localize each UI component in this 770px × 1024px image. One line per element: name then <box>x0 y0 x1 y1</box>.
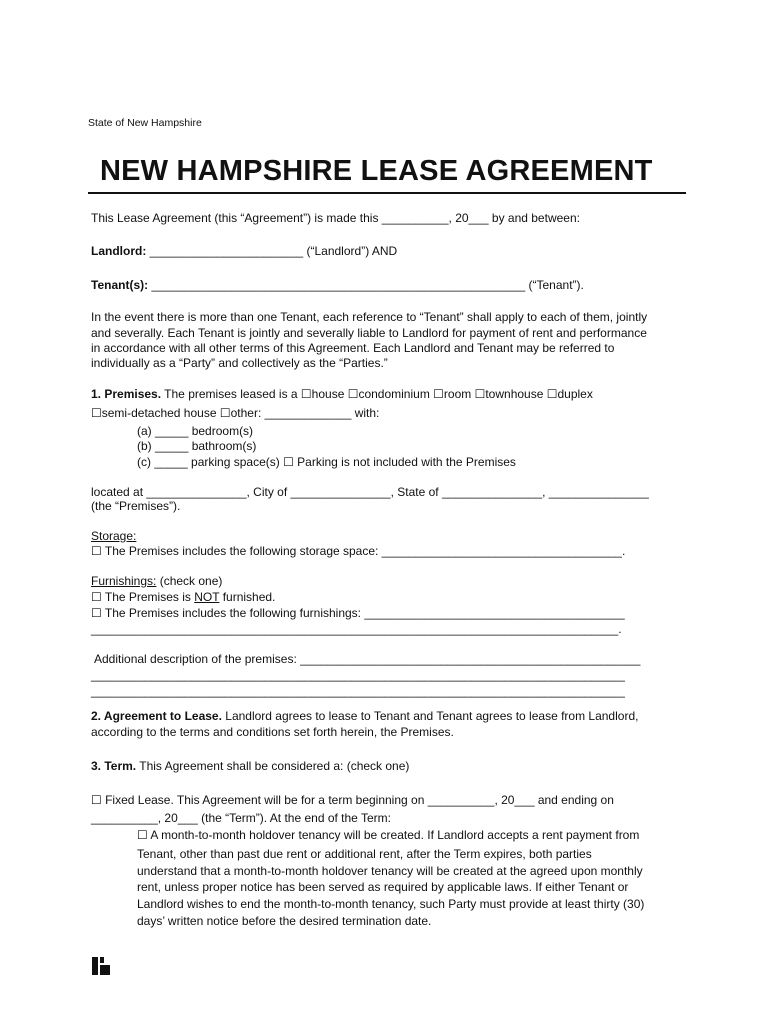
furnishings-note: (check one) <box>156 574 223 588</box>
agreement-text: Landlord agrees to lease to Tenant and Tenant agrees to lease from Landlord, <box>221 709 639 723</box>
intro-paragraph-line: In the event there is more than one Tenant, each reference to “Tenant” shall apply to each of them, jointly <box>91 310 648 324</box>
holdover-line: ☐ A month-to-month holdover tenancy will be created. If Landlord accepts a rent payment from <box>137 828 640 842</box>
agreement-line-1 <box>91 708 638 724</box>
holdover-line: rent, unless proper notice has been served as required by applicable laws. If either Tenant or <box>137 880 629 894</box>
intro-paragraph-line: and severally. Each Tenant is jointly and severally liable to Landlord for payment of rent and performance <box>91 326 647 340</box>
additional-blank-2: ________________________________________________________________________________ <box>91 684 625 698</box>
holdover-line: understand that a month-to-month holdover tenancy will be created at the agreed upon monthly <box>137 864 643 878</box>
agreement-heading: 2. Agreement to Lease. <box>91 709 222 723</box>
holdover-line: Landlord wishes to end the month-to-month tenancy, such Party must provide at least thirty (30) <box>137 897 645 911</box>
landlord-label: Landlord: <box>91 244 147 258</box>
furnishings-heading: Furnishings: <box>91 574 157 588</box>
holdover-line: days’ written notice before the desired termination date. <box>137 914 432 928</box>
furnishings-option-1-text: ☐ The Premises is <box>91 590 195 604</box>
fixed-lease-line-2: __________, 20___ (the “Term”). At the end of the Term: <box>91 811 391 825</box>
bedrooms-line: (a) _____ bedroom(s) <box>137 424 254 438</box>
tenant-label: Tenant(s): <box>91 278 149 292</box>
storage-heading: Storage: <box>91 529 137 543</box>
intro-line: This Lease Agreement (this “Agreement”) is made this __________, 20___ by and between: <box>91 211 580 225</box>
furnishings-blank: _______________________________________________________________________________. <box>91 622 622 636</box>
intro-paragraph-line: individually as a “Party” and collectively as the “Parties.” <box>91 356 388 370</box>
intro-paragraph-line: in accordance with all other terms of this Agreement. Each Landlord and Tenant may be referred to <box>91 341 615 355</box>
lawdistrict-logo-icon <box>91 956 111 976</box>
premises-definition: (the “Premises”). <box>91 499 181 513</box>
fixed-lease-line-1: ☐ Fixed Lease. This Agreement will be for a term beginning on __________, 20___ and ending on <box>91 793 614 807</box>
landlord-blank: _______________________ (“Landlord”) AND <box>146 244 398 258</box>
term-line <box>91 758 409 774</box>
premises-type-options: The premises leased is a ☐house ☐condominium ☐room ☐townhouse ☐duplex <box>161 387 593 401</box>
not-emphasis: NOT <box>194 590 220 604</box>
furnishings-heading-line <box>91 573 222 589</box>
landlord-line <box>91 243 397 259</box>
state-label: State of New Hampshire <box>88 117 202 129</box>
furnishings-option-1-end: furnished. <box>219 590 276 604</box>
located-line: located at _______________, City of _______________, State of _______________, _______________ <box>91 485 649 499</box>
additional-description-line: Additional description of the premises: ___________________________________________________ <box>94 652 641 666</box>
term-heading: 3. Term. <box>91 759 137 773</box>
holdover-line: Tenant, other than past due rent or additional rent, after the Term expires, both parties <box>137 847 592 861</box>
tenant-blank: ________________________________________________________ (“Tenant”). <box>148 278 584 292</box>
parking-line: (c) _____ parking space(s) ☐ Parking is not included with the Premises <box>137 455 516 469</box>
furnishings-option-1 <box>91 589 275 605</box>
premises-heading: 1. Premises. <box>91 387 162 401</box>
term-text: This Agreement shall be considered a: (check one) <box>136 759 410 773</box>
tenant-line <box>91 277 584 293</box>
agreement-line-2: according to the terms and conditions set forth herein, the Premises. <box>91 725 454 739</box>
premises-line-1 <box>91 386 593 402</box>
title-rule <box>88 192 686 194</box>
additional-blank-1: ________________________________________________________________________________ <box>91 668 625 682</box>
storage-line: ☐ The Premises includes the following storage space: ____________________________________. <box>91 544 626 558</box>
furnishings-option-2: ☐ The Premises includes the following furnishings: _______________________________________ <box>91 606 625 620</box>
premises-line-2: ☐semi-detached house ☐other: _____________ with: <box>91 406 380 420</box>
document-title: NEW HAMPSHIRE LEASE AGREEMENT <box>100 155 653 187</box>
bathrooms-line: (b) _____ bathroom(s) <box>137 439 257 453</box>
